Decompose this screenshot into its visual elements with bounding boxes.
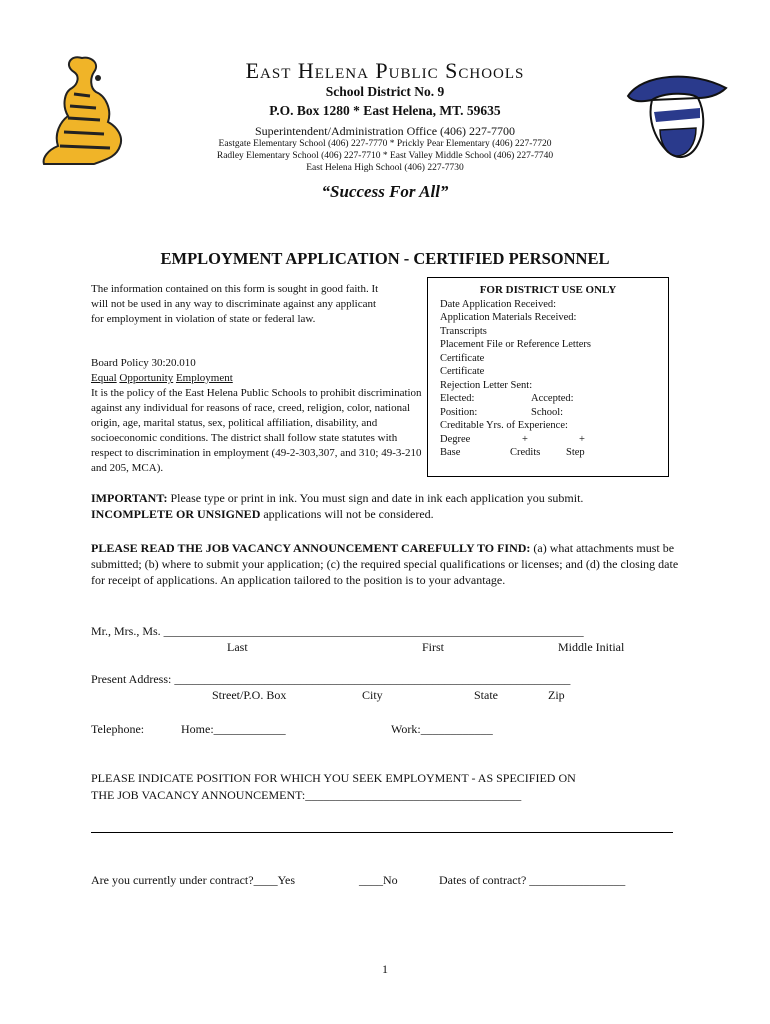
district-address: P.O. Box 1280 * East Helena, MT. 59635 xyxy=(269,103,501,118)
transcripts-label: Transcripts xyxy=(440,325,487,337)
school-phone-line-1: Eastgate Elementary School (406) 227-7770 * Prickly Pear Elementary (406) 227-7720 xyxy=(218,139,552,149)
important-notice xyxy=(91,490,681,522)
district-use-title: FOR DISTRICT USE ONLY xyxy=(479,284,617,296)
position-field[interactable]: THE JOB VACANCY ANNOUNCEMENT:____________________________________ xyxy=(91,788,522,802)
home-phone-field[interactable]: Home:____________ xyxy=(181,722,286,736)
placement-label: Placement File or Reference Letters xyxy=(440,339,592,350)
telephone-label: Telephone: xyxy=(91,722,145,736)
slogan: “Success For All” xyxy=(321,182,449,201)
first-name-caption: First xyxy=(422,640,445,654)
zip-caption: Zip xyxy=(548,688,565,702)
name-field[interactable]: Mr., Mrs., Ms. ______________________________________________________________________ xyxy=(91,624,584,638)
policy-number: Board Policy 30:20.010 xyxy=(91,357,196,369)
street-caption: Street/P.O. Box xyxy=(212,688,287,702)
dates-of-contract-field[interactable]: Dates of contract? ________________ xyxy=(439,873,626,887)
materials-received-label: Application Materials Received: xyxy=(440,312,577,323)
important-text: Please type or print in ink. You must sign and date in ink each application you submit. xyxy=(167,491,584,505)
position-label: Position: xyxy=(440,406,478,418)
state-caption: State xyxy=(474,688,498,702)
certificate-label-2: Certificate xyxy=(440,366,485,377)
superintendent-office: Superintendent/Administration Office (406) 227-7700 xyxy=(254,124,516,138)
incomplete-label: INCOMPLETE OR UNSIGNED xyxy=(91,507,261,521)
policy-title-word-1: Equal xyxy=(91,372,117,384)
please-read-text: (a) what attachments must be submitted; (b) where to submit your application; (c) the required special qualifications or licenses; and (d) the closing date for receipt of applications. An application tailored to the position is to your advantage. xyxy=(91,541,679,587)
base-label: Base xyxy=(440,447,461,458)
certificate-label-1: Certificate xyxy=(440,352,485,364)
position-extra-line[interactable] xyxy=(91,832,673,833)
policy-title xyxy=(91,371,426,386)
accepted-label: Accepted: xyxy=(531,393,574,404)
creditable-label: Creditable Yrs. of Experience: xyxy=(440,420,568,431)
credits-label: Credits xyxy=(510,447,541,458)
middle-initial-caption: Middle Initial xyxy=(558,640,625,654)
contract-no-field[interactable]: ____No xyxy=(359,873,398,887)
contract-yes-field[interactable]: Are you currently under contract?____Yes xyxy=(91,873,296,887)
degree-label: Degree xyxy=(440,433,471,445)
please-read-notice xyxy=(91,540,681,588)
city-caption: City xyxy=(362,688,383,702)
board-policy xyxy=(91,356,426,476)
please-read-label: PLEASE READ THE JOB VACANCY ANNOUNCEMENT CAREFULLY TO FIND: xyxy=(91,541,531,555)
district-number: School District No. 9 xyxy=(325,84,445,99)
district-name: East Helena Public Schools xyxy=(245,58,525,83)
important-label: IMPORTANT: xyxy=(91,491,168,505)
work-phone-field[interactable]: Work:____________ xyxy=(391,722,493,736)
plus-sign-1: + xyxy=(522,433,528,445)
present-address-field[interactable]: Present Address: __________________________________________________________________ xyxy=(91,672,571,686)
school-label: School: xyxy=(531,406,564,418)
policy-title-word-3: Employment xyxy=(175,372,233,384)
policy-title-word-2: Opportunity xyxy=(119,372,174,384)
school-phone-line-3: East Helena High School (406) 227-7730 xyxy=(306,163,464,173)
form-title: EMPLOYMENT APPLICATION - CERTIFIED PERSONNEL xyxy=(160,249,610,268)
school-phone-line-2: Radley Elementary School (406) 227-7710 * East Valley Middle School (406) 227-7740 xyxy=(216,151,554,161)
page-number: 1 xyxy=(382,962,388,976)
plus-sign-2: + xyxy=(579,433,585,445)
date-received-label: Date Application Received: xyxy=(440,298,557,310)
policy-text: It is the policy of the East Helena Public Schools to prohibit discrimination against any individual for reasons of race, creed, religion, color, national origin, age, marital status, sex, political affiliation, disability, and socioeconomic conditions. The district shall follow state statutes with respect to discrimination in employment (49-2-303,307, and 310; 49-3-210 and 205, MCA). xyxy=(91,387,422,474)
intro-statement: The information contained on this form is sought in good faith. It will not be used in any way to discriminate against any applicant for employment in violation of state or federal law. xyxy=(91,283,379,325)
position-instruction: PLEASE INDICATE POSITION FOR WHICH YOU SEEK EMPLOYMENT - AS SPECIFIED ON xyxy=(91,771,576,785)
last-name-caption: Last xyxy=(227,640,248,654)
rejection-label: Rejection Letter Sent: xyxy=(440,379,533,391)
incomplete-text: applications will not be considered. xyxy=(260,507,434,521)
elected-label: Elected: xyxy=(440,393,475,404)
step-label: Step xyxy=(566,447,585,458)
district-use-box xyxy=(427,277,669,477)
